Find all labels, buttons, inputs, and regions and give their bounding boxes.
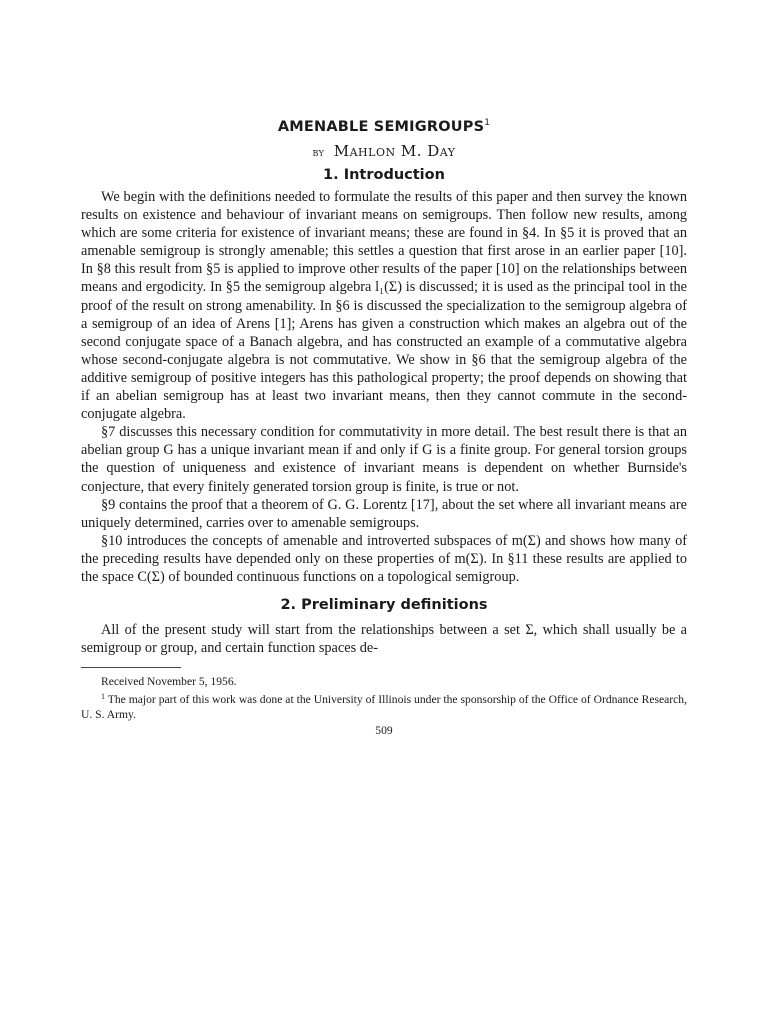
footnote-received: Received November 5, 1956. <box>101 675 237 689</box>
paper-page <box>81 112 687 737</box>
paragraph: §7 discusses this necessary condition for commutativity in more detail. The best result there is that an abelian group G has a unique invariant mean if and only if G is a finite group. For general torsion groups the question of uniqueness and existence of invariant means is dependent on whether Burnside's conjecture, that every finitely generated torsion group is finite, is true or not. <box>81 424 687 495</box>
paragraph: §9 contains the proof that a theorem of G. G. Lorentz [17], about the set where all invariant means are uniquely determined, carries over to amenable semigroups. <box>81 496 687 531</box>
footnote-text: The major part of this work was done at the University of Illinois under the sponsorship of the Office of Ordnance Research, U. S. Army. <box>81 693 687 722</box>
footnote-1 <box>81 689 687 722</box>
title-footnote-mark: 1 <box>484 118 491 128</box>
section-heading-introduction: 1. Introduction <box>323 167 445 183</box>
author-line <box>81 142 687 162</box>
paragraph: §10 introduces the concepts of amenable and introverted subspaces of m(Σ) and shows how many of the preceding results have depended only on these properties of m(Σ). In §11 these results are applied to the space C(Σ) of bounded continuous functions on a topological semigroup. <box>81 532 687 585</box>
by-label: by <box>312 146 325 159</box>
paragraph: All of the present study will start from the relationships between a set Σ, which shall usually be a semigroup or group, and certain function spaces de- <box>81 622 687 657</box>
paragraph: We begin with the definitions needed to formulate the results of this paper and then survey the known results on existence and behaviour of invariant means on semigroups. Then follow new results, among which are some criteria for existence of invariant means; these are found in §4. In §5 it is proved that an amenable semigroup is strongly amenable; this settles a question that first arose in an earlier paper [10]. In §8 this result from §5 is applied to improve other results of the paper [10] on the relationships between means and ergodicity. In §5 the semigroup algebra l₁(Σ) is discussed; it is used as the principal tool in the proof of the result on strong amenability. In §6 is discussed the specialization to the semigroup algebra of a semigroup of an idea of Arens [1]; Arens has given a construction which makes an algebra out of the second conjugate space of a Banach algebra, and has constructed an example of a commutative algebra whose second-conjugate algebra is not commutative. We show in §6 that the semigroup algebra of the additive semigroup of positive integers has this pathological property; the proof depends on showing that if an abelian semigroup has at least two invariant means, then they cannot commute in the second-conjugate algebra. <box>81 189 687 423</box>
author-name: Mahlon M. Day <box>333 142 456 160</box>
title-text: AMENABLE SEMIGROUPS <box>277 119 485 135</box>
page-number: 509 <box>375 724 393 738</box>
section-heading-preliminary: 2. Preliminary definitions <box>280 597 488 614</box>
paper-title <box>81 112 687 138</box>
footnote-mark: 1 <box>101 692 105 702</box>
footnote-divider <box>81 667 181 668</box>
